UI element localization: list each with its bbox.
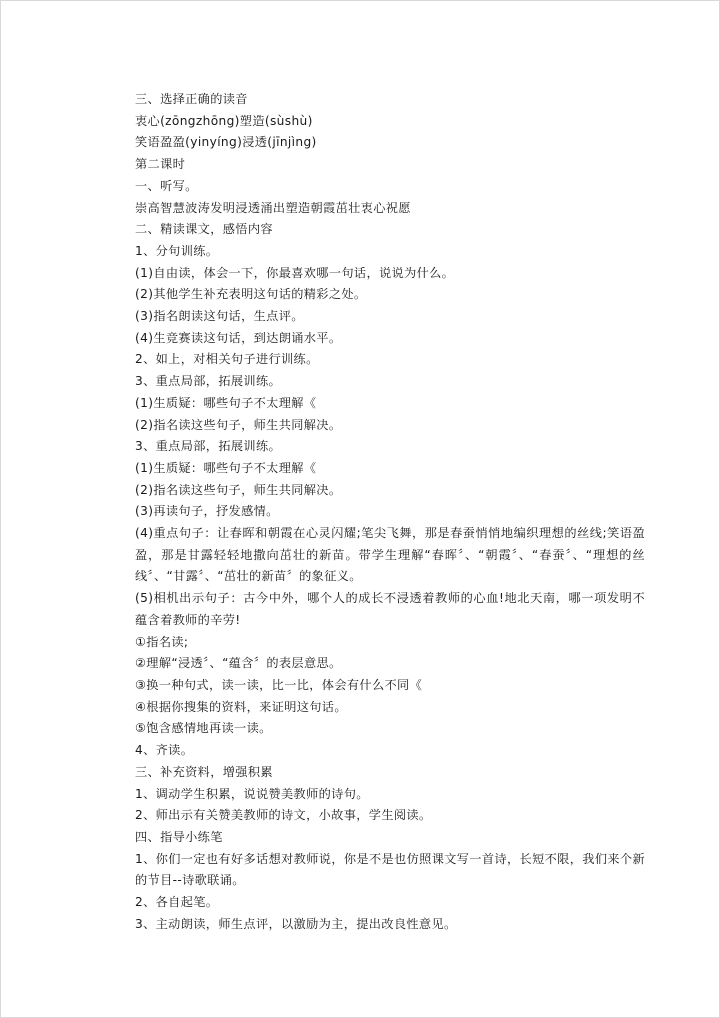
pinyin-line: 衷心(zōngzhōng)塑造(sùshù) <box>135 113 313 128</box>
document-body <box>135 89 645 935</box>
text-line: 2、师出示有关赞美教师的诗文，小故事，学生阅读。 <box>135 808 432 823</box>
numbered-step: ①指名读; <box>135 634 189 649</box>
text-paragraph: (5)相机出示句子：古今中外，哪个人的成长不浸透着教师的心血!地北天南，哪一项发明不蕴含着教师的辛劳! <box>135 591 645 627</box>
lesson-heading: 第二课时 <box>135 157 186 172</box>
section-heading: 一、听写。 <box>135 178 198 193</box>
text-line: (4)生竞赛读这句话，到达朗诵水平。 <box>135 330 342 345</box>
text-line: (2)指名读这些句子，师生共同解决。 <box>135 482 342 497</box>
section-heading: 三、选择正确的读音 <box>135 92 248 106</box>
text-line: 3、重点局部，拓展训练。 <box>135 439 282 454</box>
text-line: (1)自由读，体会一下，你最喜欢哪一句话，说说为什么。 <box>135 265 455 280</box>
text-line: (3)指名朗读这句话，生点评。 <box>135 309 304 324</box>
text-line: 2、各自起笔。 <box>135 895 219 910</box>
section-heading: 三、补充资料，增强积累 <box>135 764 273 779</box>
text-line: 1、分句训练。 <box>135 243 219 258</box>
text-line: 4、齐读。 <box>135 743 194 758</box>
numbered-step: ②理解“浸透〞、“蕴含〞的表层意思。 <box>135 656 342 671</box>
pinyin-line: 笑语盈盈(yinyíng)浸透(jīnjìng) <box>135 135 317 150</box>
dictation-words: 崇高智慧波涛发明浸透涌出塑造朝霞茁壮衷心祝愿 <box>135 200 411 215</box>
text-line: 3、主动朗读，师生点评，以激励为主，提出改良性意见。 <box>135 916 457 931</box>
section-heading: 二、精读课文，感悟内容 <box>135 222 273 237</box>
text-paragraph: (4)重点句子：让春晖和朝霞在心灵闪耀;笔尖飞舞，那是春蚕悄悄地编织理想的丝线;笑语盈盈，那是甘露轻轻地撒向茁壮的新苗。带学生理解“春晖〞、“朝霞〞、“春蚕〞、“理想的丝线〞、“甘露〞、“茁壮的新苗〞的象征义。 <box>135 526 645 584</box>
text-line: (1)生质疑：哪些句子不太理解《 <box>135 460 317 475</box>
section-heading: 四、指导小练笔 <box>135 829 223 844</box>
numbered-step: ③换一种句式，读一读，比一比，体会有什么不同《 <box>135 677 423 692</box>
text-line: 3、重点局部，拓展训练。 <box>135 374 282 389</box>
text-line: 1、调动学生积累，说说赞美教师的诗句。 <box>135 786 369 801</box>
text-line: (2)指名读这些句子，师生共同解决。 <box>135 417 342 432</box>
text-line: (3)再读句子，抒发感情。 <box>135 504 279 519</box>
text-line: (1)生质疑：哪些句子不太理解《 <box>135 395 317 410</box>
text-line: 2、如上，对相关句子进行训练。 <box>135 352 319 367</box>
numbered-step: ⑤饱含感情地再读一读。 <box>135 721 272 736</box>
text-paragraph: 1、你们一定也有好多话想对教师说，你是不是也仿照课文写一首诗，长短不限，我们来个新的节目--诗歌联诵。 <box>135 851 645 888</box>
numbered-step: ④根据你搜集的资料，来证明这句话。 <box>135 699 347 714</box>
text-line: (2)其他学生补充表明这句话的精彩之处。 <box>135 287 367 302</box>
